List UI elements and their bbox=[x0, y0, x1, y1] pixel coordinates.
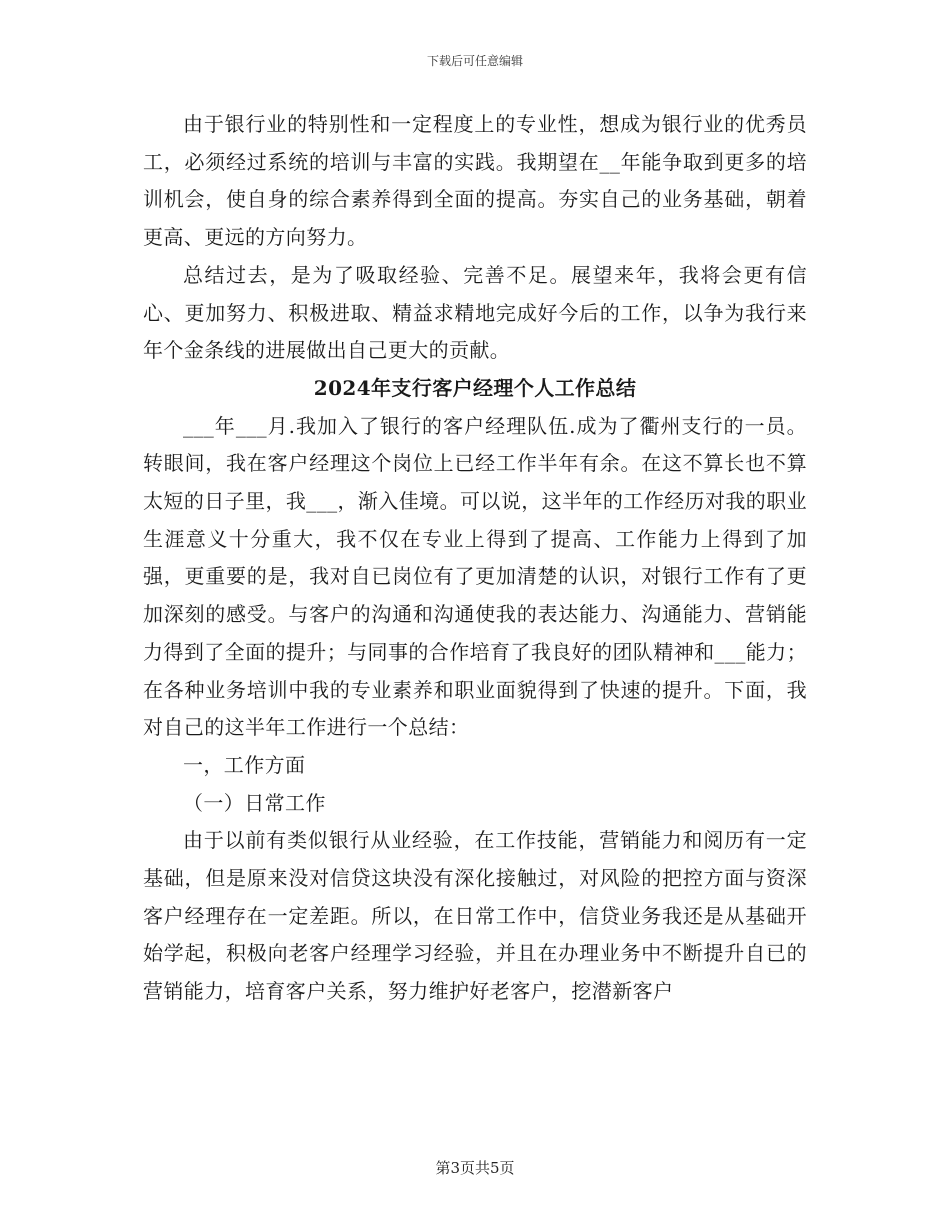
paragraph: ___年___月.我加入了银行的客户经理队伍.成为了衢州支行的一员。转眼间，我在客户经理这个岗位上已经工作半年有余。在这不算长也不算太短的日子里，我___，渐入佳境。可以说，这半年的工作经历对我的职业生涯意义十分重大，我不仅在专业上得到了提高、工作能力上得到了加强，更重要的是，我对自已岗位有了更加清楚的认识，对银行工作有了更加深刻的感受。与客户的沟通和沟通使我的表达能力、沟通能力、营销能力得到了全面的提升；与同事的合作培育了我良好的团队精神和___能力；在各种业务培训中我的专业素养和职业面貌得到了快速的提升。下面，我对自己的这半年工作进行一个总结： bbox=[143, 413, 807, 740]
subsection-heading: （一）日常工作 bbox=[183, 790, 326, 815]
page-header-note: 下载后可任意编辑 bbox=[426, 54, 523, 68]
paragraph: 总结过去，是为了吸取经验、完善不足。展望来年，我将会更有信心、更加努力、积极进取、精益求精地完成好今后的工作，以争为我行来年个金条线的进展做出自己更大的贡献。 bbox=[143, 262, 807, 363]
paragraph: 由于银行业的特别性和一定程度上的专业性，想成为银行业的优秀员工，必须经过系统的培训与丰富的实践。我期望在__年能争取到更多的培训机会，使自身的综合素养得到全面的提高。夯实自己的业务基础，朝着更高、更远的方向努力。 bbox=[143, 112, 807, 250]
document-body bbox=[143, 106, 807, 1011]
page-number: 第3页共5页 bbox=[435, 1159, 515, 1177]
document-title: 2024年支行客户经理个人工作总结 bbox=[313, 375, 637, 400]
paragraph: 由于以前有类似银行从业经验，在工作技能，营销能力和阅历有一定基础，但是原来没对信贷这块没有深化接触过，对风险的把控方面与资深客户经理存在一定差距。所以，在日常工作中，信贷业务我还是从基础开始学起，积极向老客户经理学习经验，并且在办理业务中不断提升自已的营销能力，培育客户关系，努力维护好老客户，挖潜新客户 bbox=[143, 828, 807, 1004]
section-heading: 一，工作方面 bbox=[183, 752, 306, 777]
